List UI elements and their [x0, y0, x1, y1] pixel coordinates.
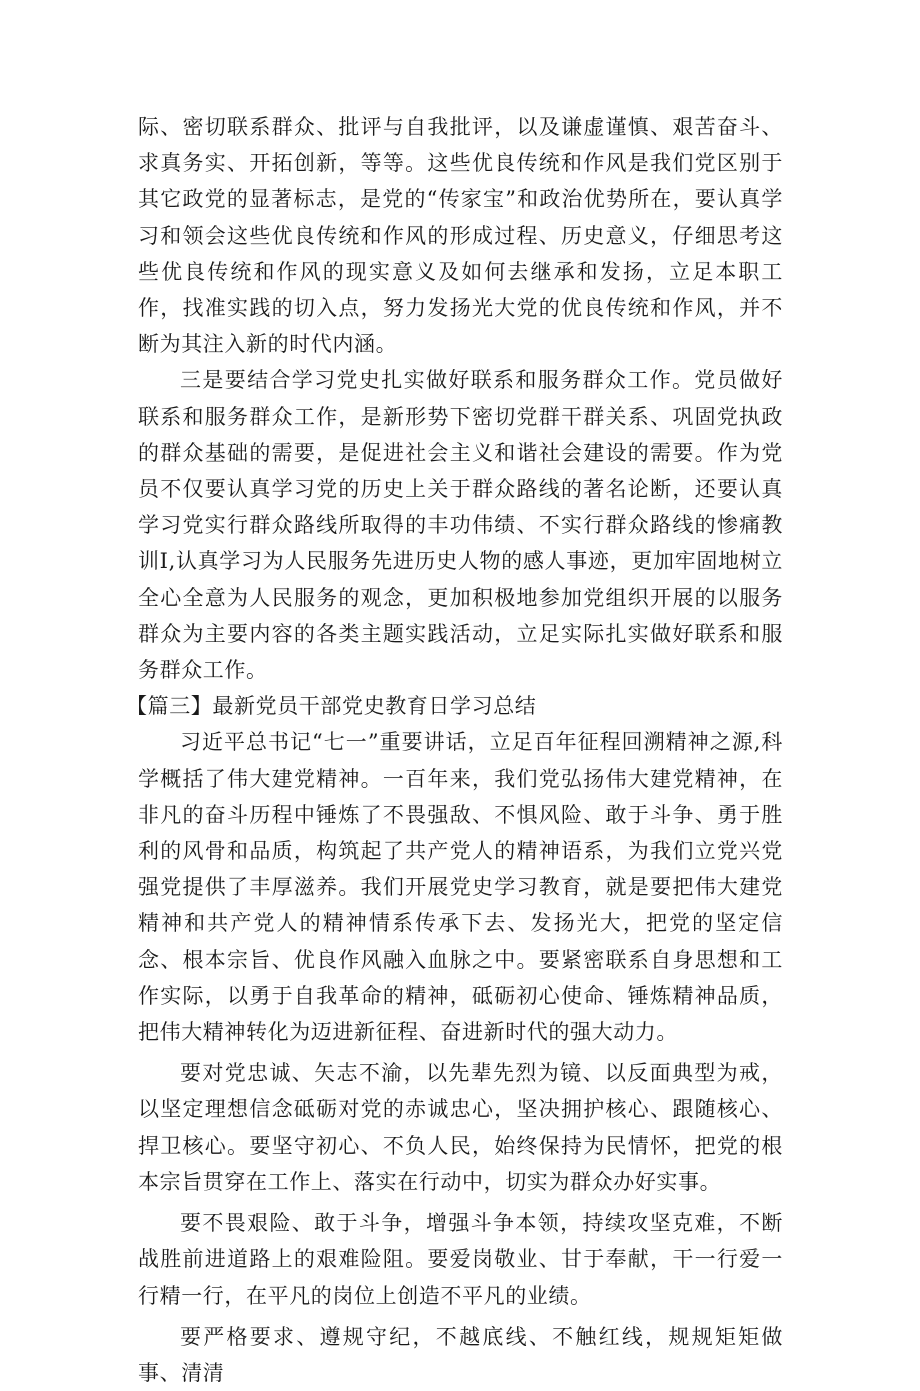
paragraph-discipline: 要严格要求、遵规守纪，不越底线、不触红线，规规矩矩做事、清清: [138, 1324, 783, 1385]
paragraph-continuation: 际、密切联系群众、批评与自我批评，以及谦虚谨慎、艰苦奋斗、求真务实、开拓创新，等等。这些优良传统和作风是我们党区别于其它政党的显著标志，是党的“传家宝”和政治优势所在，要认真学习和领会这些优良传统和作风的形成过程、历史意义，仔细思考这些优良传统和作风的现实意义及如何去继承和发扬，立足本职工作，找准实践的切入点，努力发扬光大党的优良传统和作风，并不断为其注入新的时代内涵。: [138, 115, 783, 357]
section-heading: 【篇三】最新党员干部党史教育日学习总结: [126, 694, 537, 719]
paragraph-loyalty: 要对党忠诚、矢志不渝，以先辈先烈为镜、以反面典型为戒，以坚定理想信念砥砺对党的赤诚忠心，坚决拥护核心、跟随核心、捍卫核心。要坚守初心、不负人民，始终保持为民情怀，把党的根本宗旨贯穿在工作上、落实在行动中，切实为群众办好实事。: [138, 1061, 783, 1194]
paragraph-party-spirit: 习近平总书记“七一”重要讲话，立足百年征程回溯精神之源,科学概括了伟大建党精神。一百年来，我们党弘扬伟大建党精神，在非凡的奋斗历程中锤炼了不畏强敌、不惧风险、敢于斗争、勇于胜利的风骨和品质，构筑起了共产党人的精神语系，为我们立党兴党强党提供了丰厚滋养。我们开展党史学习教育，就是要把伟大建党精神和共产党人的精神情系传承下去、发扬光大，把党的坚定信念、根本宗旨、优良作风融入血脉之中。要紧密联系自身思想和工作实际，以勇于自我革命的精神，砥砺初心使命、锤炼精神品质，把伟大精神转化为迈进新征程、奋进新时代的强大动力。: [138, 730, 783, 1045]
paragraph-struggle: 要不畏艰险、敢于斗争，增强斗争本领，持续攻坚克难，不断战胜前进道路上的艰难险阻。要爱岗敬业、甘于奉献，干一行爱一行精一行，在平凡的岗位上创造不平凡的业绩。: [138, 1211, 783, 1308]
document-body: [126, 109, 783, 1391]
paragraph-group-service: 三是要结合学习党史扎实做好联系和服务群众工作。党员做好联系和服务群众工作，是新形势下密切党群干群关系、巩固党执政的群众基础的需要，是促进社会主义和谐社会建设的需要。作为党员不仅要认真学习党的历史上关于群众路线的著名论断，还要认真学习党实行群众路线所取得的丰功伟绩、不实行群众路线的惨痛教训I,认真学习为人民服务先进历史人物的感人事迹，更加牢固地树立全心全意为人民服务的观念，更加积极地参加党组织开展的以服务群众为主要内容的各类主题实践活动，立足实际扎实做好联系和服务群众工作。: [138, 368, 783, 683]
